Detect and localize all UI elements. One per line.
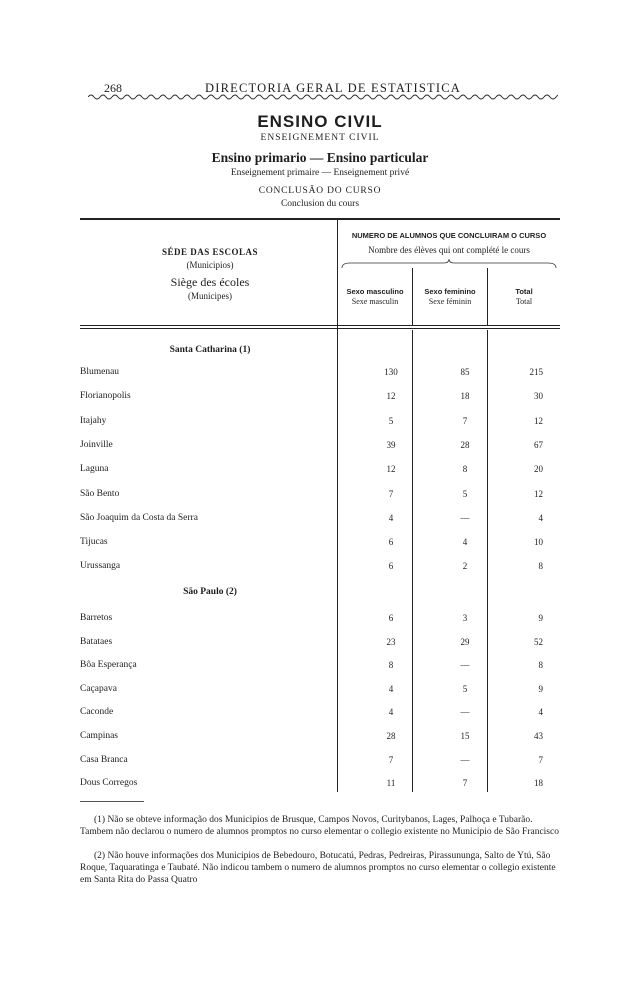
footnote-1: (1) Não se obteve informação dos Municipios de Brusque, Campos Novos, Curitybanos, Lages, Palhoça e Tubarão. Tambem não declarou o numero de alumnos promptos no curso elementar o collegio existente no Municipio de São Francisco bbox=[80, 815, 559, 837]
municipio-name: Caconde bbox=[80, 707, 114, 718]
col-header-total-fr: Total bbox=[515, 297, 533, 306]
page-number: 268 bbox=[104, 81, 122, 95]
total-count: 12 bbox=[534, 415, 543, 426]
col-header-total: Total bbox=[515, 287, 533, 296]
conclusion-title: CONCLUSÃO DO CURSO bbox=[258, 186, 382, 196]
section-title-fr: Enseignement primaire — Enseignement privé bbox=[230, 168, 410, 178]
male-count: 5 bbox=[388, 415, 394, 426]
running-title: DIRECTORIA GERAL DE ESTATISTICA bbox=[205, 81, 461, 95]
footnote-2: (2) Não houve informações dos Municipios de Bebedouro, Botucatú, Pedras, Pedreiras, Pirassununga, Salto de Ytú, São Roque, Taquaratinga e Taubaté. Não indicou tambem o numero de alumnos promptos no curso elementar o collegio existente em Santa Rita do Passa Quatro bbox=[80, 851, 556, 885]
municipio-name: Batataes bbox=[80, 636, 113, 647]
male-count: 6 bbox=[388, 561, 394, 572]
male-count: 12 bbox=[386, 464, 396, 475]
total-count: 7 bbox=[538, 754, 543, 765]
table-top-rule bbox=[80, 218, 560, 220]
group-brace bbox=[340, 258, 558, 270]
total-count: 52 bbox=[534, 636, 543, 647]
col-header-female: Sexo feminino bbox=[424, 287, 476, 296]
municipio-name: Dous Corregos bbox=[80, 778, 138, 789]
main-title-fr: ENSEIGNEMENT CIVIL bbox=[260, 133, 380, 143]
female-count: — bbox=[460, 660, 470, 671]
total-count: 30 bbox=[534, 391, 543, 402]
male-count: 7 bbox=[388, 754, 394, 765]
total-count: 8 bbox=[538, 561, 543, 572]
male-count: 6 bbox=[388, 537, 394, 548]
female-count: 5 bbox=[462, 683, 468, 694]
male-count: 6 bbox=[388, 613, 394, 623]
female-count: 7 bbox=[462, 415, 468, 426]
municipio-name: Caçapava bbox=[80, 683, 117, 694]
female-count: — bbox=[460, 707, 470, 718]
male-count: 130 bbox=[384, 367, 398, 377]
male-count: 4 bbox=[388, 683, 394, 694]
total-count: 12 bbox=[534, 488, 543, 499]
municipio-name: Laguna bbox=[80, 464, 109, 475]
place-header: SÉDE DAS ESCOLAS bbox=[161, 247, 259, 257]
female-count: 3 bbox=[462, 613, 468, 623]
female-count: 4 bbox=[462, 537, 468, 548]
female-count: 85 bbox=[460, 367, 470, 377]
total-count: 8 bbox=[538, 660, 543, 671]
male-count: 7 bbox=[388, 488, 394, 499]
total-count: 18 bbox=[534, 778, 543, 789]
male-count: 39 bbox=[386, 439, 396, 450]
state-heading-sao-paulo: São Paulo (2) bbox=[183, 587, 237, 597]
place-header-fr: Siège des écoles bbox=[170, 275, 250, 289]
municipio-name: Blumenau bbox=[80, 367, 120, 377]
total-count: 4 bbox=[538, 512, 543, 523]
municipio-name: Bôa Esperança bbox=[80, 660, 137, 671]
place-header-sub: (Municipios) bbox=[186, 260, 234, 270]
conclusion-title-fr: Conclusion du cours bbox=[280, 199, 360, 209]
municipio-name: Campinas bbox=[80, 731, 118, 741]
municipio-name: Casa Branca bbox=[80, 754, 128, 765]
female-count: 28 bbox=[460, 439, 470, 450]
female-count: 5 bbox=[462, 488, 468, 499]
female-count: — bbox=[460, 754, 470, 765]
total-count: 9 bbox=[538, 613, 543, 623]
female-count: 7 bbox=[462, 778, 468, 789]
municipio-name: São Bento bbox=[80, 488, 120, 499]
municipio-name: Florianopolis bbox=[80, 391, 131, 402]
female-count: — bbox=[460, 512, 470, 523]
male-count: 4 bbox=[388, 512, 394, 523]
footnote-rule bbox=[80, 801, 144, 802]
municipio-name: Tijucas bbox=[80, 537, 108, 548]
col-header-male: Sexo masculino bbox=[346, 287, 404, 296]
main-title: ENSINO CIVIL bbox=[257, 112, 383, 131]
male-count: 28 bbox=[386, 731, 396, 741]
total-count: 9 bbox=[538, 683, 543, 694]
male-count: 12 bbox=[386, 391, 396, 402]
col-header-male-fr: Sexe masculin bbox=[351, 297, 399, 306]
header-rule-1 bbox=[80, 325, 560, 326]
female-count: 2 bbox=[462, 561, 468, 572]
total-count: 4 bbox=[538, 707, 543, 718]
municipio-name: Barretos bbox=[80, 613, 113, 623]
total-count: 10 bbox=[534, 537, 543, 548]
total-count: 43 bbox=[534, 731, 543, 741]
female-count: 8 bbox=[462, 464, 468, 475]
total-count: 20 bbox=[534, 464, 543, 475]
male-count: 23 bbox=[386, 636, 396, 647]
male-count: 11 bbox=[386, 778, 396, 789]
male-count: 8 bbox=[388, 660, 394, 671]
header-rule-2 bbox=[80, 328, 560, 329]
group-header: NUMERO DE ALUMNOS QUE CONCLUIRAM O CURSO bbox=[351, 231, 547, 240]
state-heading-santa-catharina: Santa Catharina (1) bbox=[169, 345, 251, 355]
municipio-name: Itajahy bbox=[80, 415, 107, 426]
col-header-female-fr: Sexe féminin bbox=[428, 297, 472, 306]
municipio-name: Urussanga bbox=[80, 561, 121, 572]
group-header-fr: Nombre des élèves qui ont complété le cours bbox=[368, 245, 530, 255]
section-title: Ensino primario — Ensino particular bbox=[211, 150, 429, 165]
municipio-name: Joinville bbox=[80, 439, 113, 450]
wavy-rule bbox=[88, 93, 558, 101]
municipio-name: São Joaquim da Costa da Serra bbox=[80, 512, 198, 523]
male-count: 4 bbox=[388, 707, 394, 718]
female-count: 29 bbox=[460, 636, 470, 647]
total-count: 215 bbox=[529, 367, 543, 377]
place-header-fr-sub: (Municipes) bbox=[188, 291, 232, 301]
female-count: 18 bbox=[460, 391, 470, 402]
total-count: 67 bbox=[534, 439, 543, 450]
female-count: 15 bbox=[460, 731, 470, 741]
